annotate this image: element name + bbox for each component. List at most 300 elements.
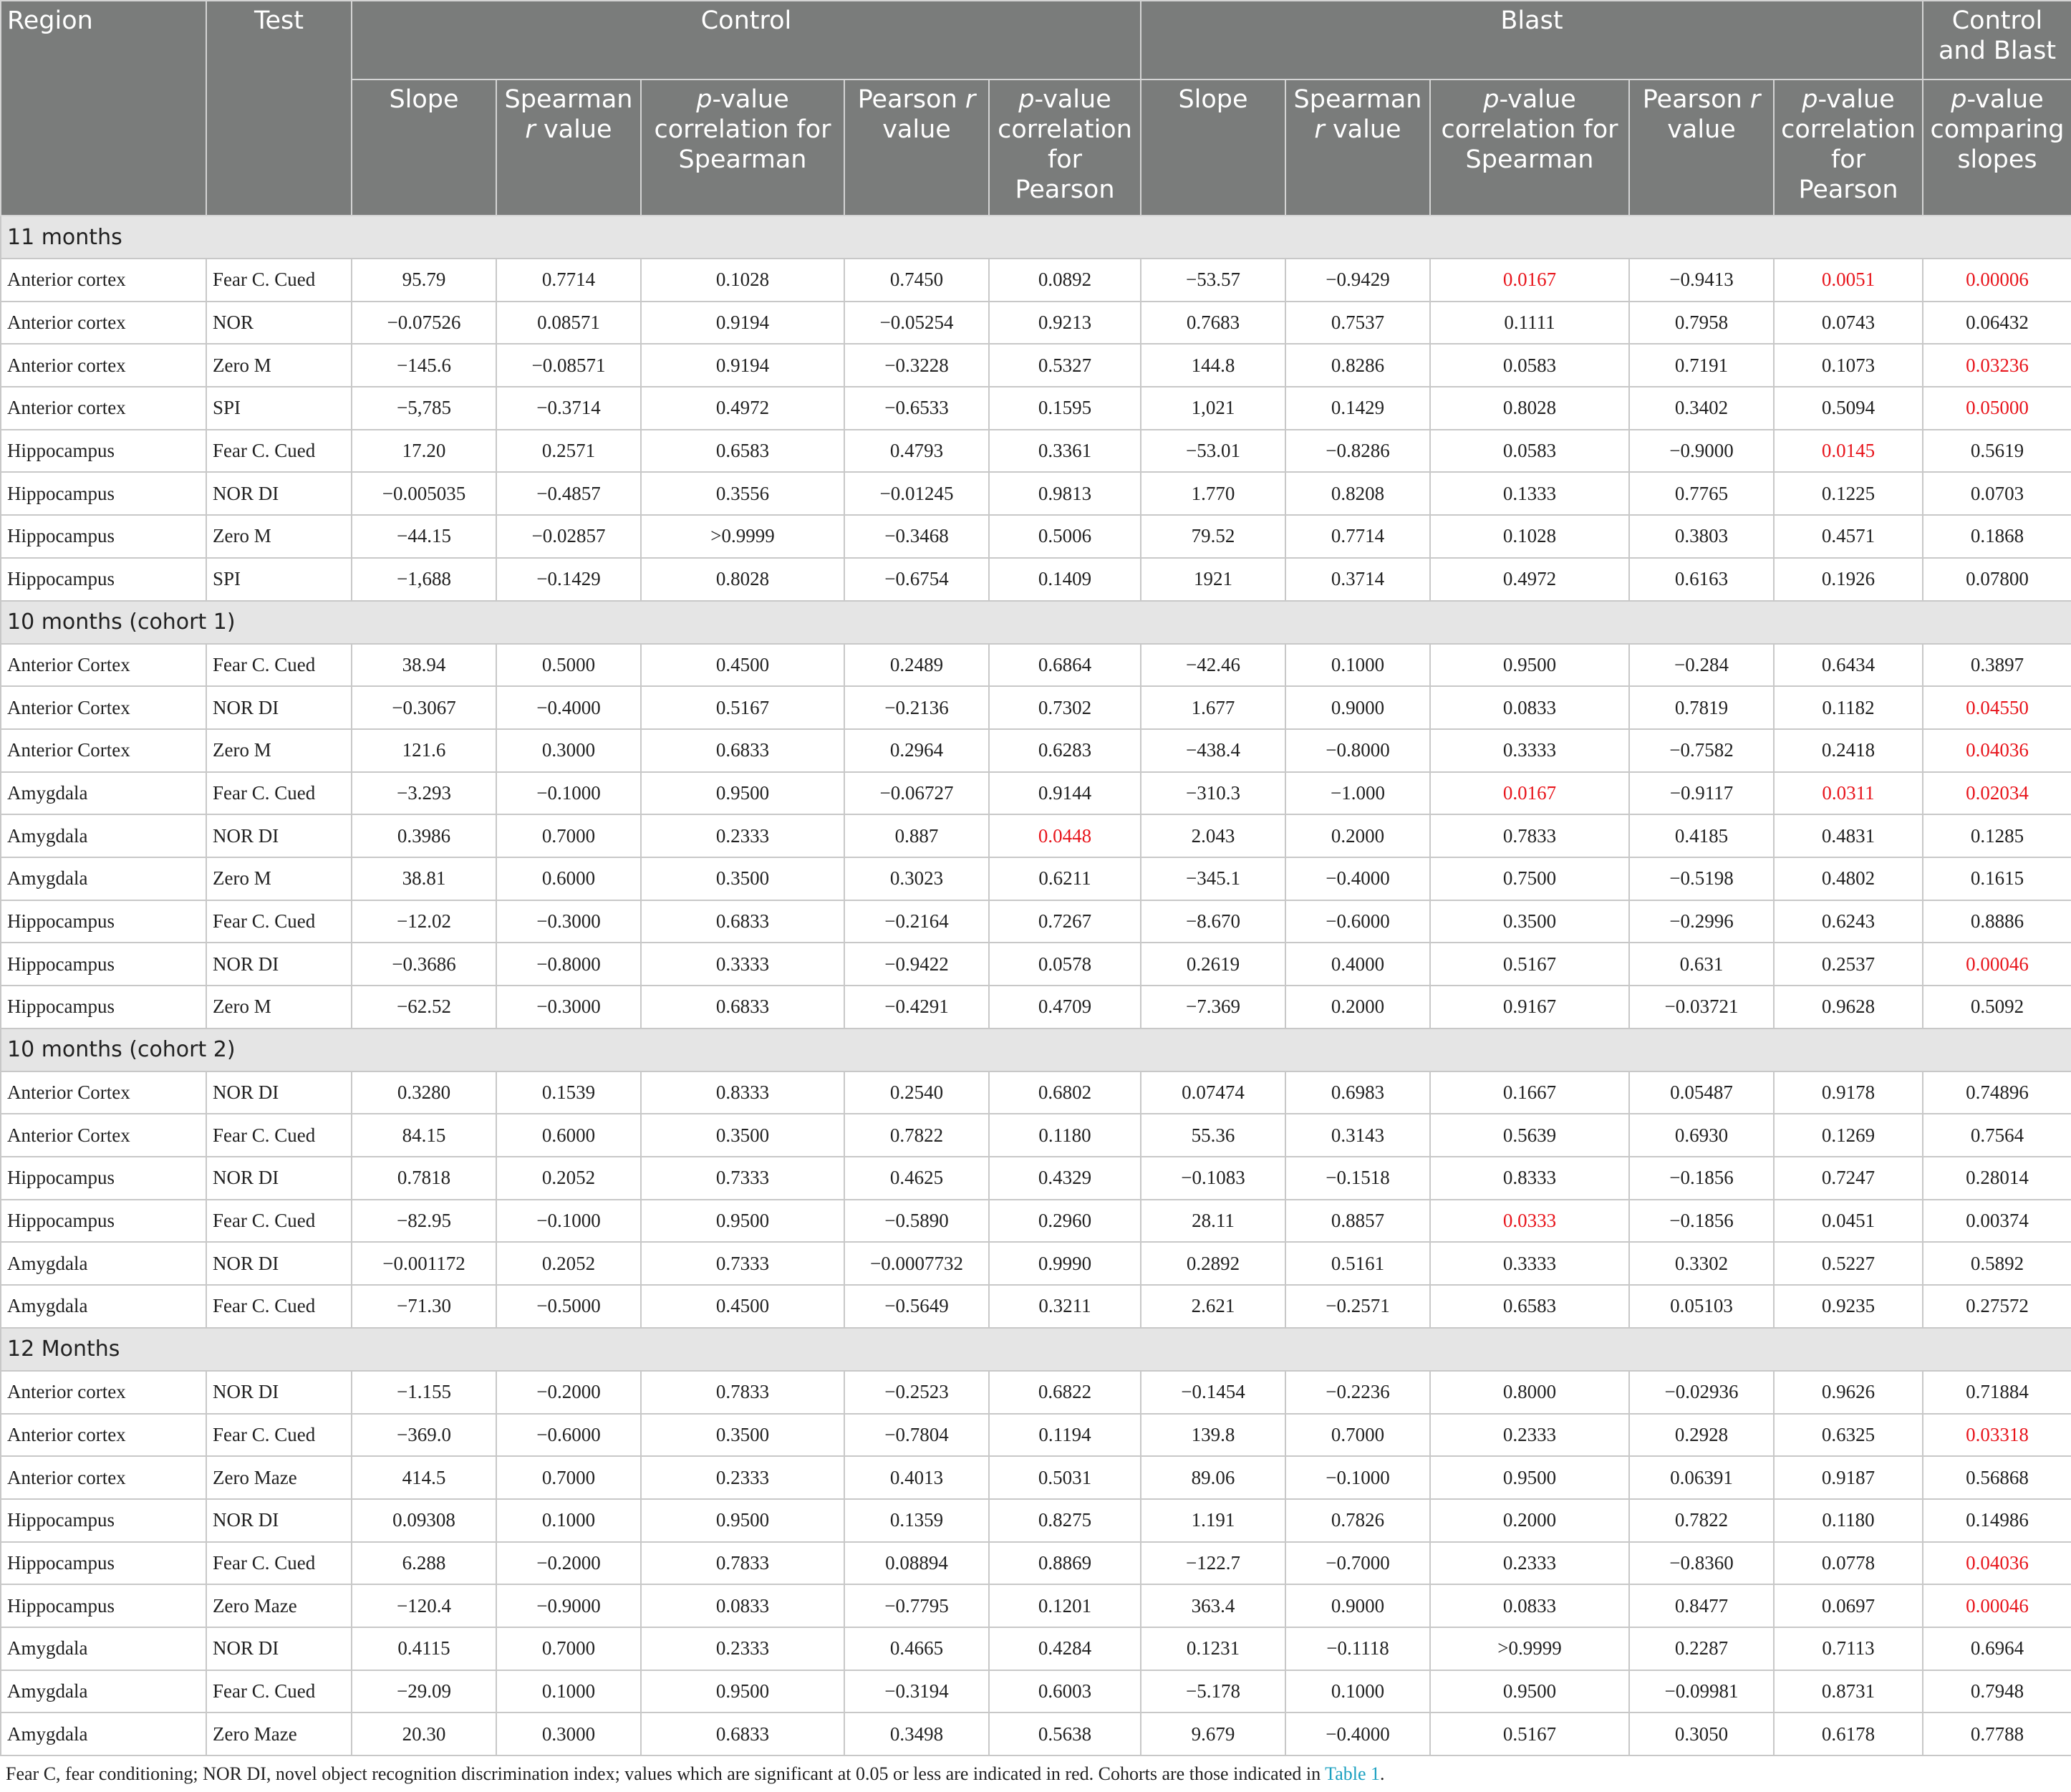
value-cell: 0.3556 xyxy=(641,472,844,515)
table-row xyxy=(1,1157,2071,1200)
value-cell: 0.9626 xyxy=(1774,1371,1923,1414)
value-cell: −0.6533 xyxy=(844,387,989,430)
value-cell: −0.1000 xyxy=(496,772,641,815)
table-row xyxy=(1,986,2071,1029)
value-cell: 0.8275 xyxy=(989,1499,1141,1542)
region-cell: Hippocampus xyxy=(1,558,206,601)
header-blast-spearman-r: Spearman r value xyxy=(1285,80,1430,216)
value-cell: 0.0167 xyxy=(1430,772,1629,815)
value-cell: 0.4500 xyxy=(641,1285,844,1328)
value-cell: 0.6833 xyxy=(641,1712,844,1755)
value-cell: 0.2052 xyxy=(496,1157,641,1200)
value-cell: 0.7833 xyxy=(1430,814,1629,857)
value-cell: 0.2960 xyxy=(989,1200,1141,1243)
region-cell: Hippocampus xyxy=(1,1157,206,1200)
value-cell: −0.3228 xyxy=(844,344,989,387)
table-row xyxy=(1,515,2071,558)
value-cell: −3.293 xyxy=(352,772,496,815)
test-cell: Zero M xyxy=(206,857,352,900)
value-cell: 0.8333 xyxy=(641,1071,844,1114)
header-blast-slope: Slope xyxy=(1141,80,1285,216)
value-cell: 144.8 xyxy=(1141,344,1285,387)
test-cell: Zero M xyxy=(206,344,352,387)
value-cell: 0.6864 xyxy=(989,644,1141,687)
value-cell: 0.4284 xyxy=(989,1627,1141,1670)
value-cell: −0.1000 xyxy=(1285,1456,1430,1499)
value-cell: 0.6964 xyxy=(1923,1627,2071,1670)
value-cell: 0.08571 xyxy=(496,302,641,345)
value-cell: 0.6983 xyxy=(1285,1071,1430,1114)
value-cell: 1.770 xyxy=(1141,472,1285,515)
value-cell: 0.7333 xyxy=(641,1242,844,1285)
value-cell: 0.3803 xyxy=(1629,515,1774,558)
value-cell: −44.15 xyxy=(352,515,496,558)
value-cell: 0.3714 xyxy=(1285,558,1430,601)
value-cell: 0.3333 xyxy=(1430,1242,1629,1285)
value-cell: 20.30 xyxy=(352,1712,496,1755)
value-cell: 0.4972 xyxy=(1430,558,1629,601)
value-cell: 0.3500 xyxy=(1430,900,1629,943)
section-header-row xyxy=(1,1328,2071,1371)
value-cell: 17.20 xyxy=(352,430,496,473)
value-cell: 0.0448 xyxy=(989,814,1141,857)
value-cell: 0.8286 xyxy=(1285,344,1430,387)
region-cell: Anterior cortex xyxy=(1,1456,206,1499)
value-cell: 0.6822 xyxy=(989,1371,1141,1414)
value-cell: 0.0583 xyxy=(1430,430,1629,473)
header-control-and-blast: Control and Blast xyxy=(1923,1,2071,80)
table-row xyxy=(1,1371,2071,1414)
value-cell: 0.0167 xyxy=(1430,259,1629,302)
value-cell: −0.2571 xyxy=(1285,1285,1430,1328)
table-row xyxy=(1,387,2071,430)
value-cell: −0.001172 xyxy=(352,1242,496,1285)
value-cell: −0.8360 xyxy=(1629,1542,1774,1585)
value-cell: 0.6583 xyxy=(1430,1285,1629,1328)
value-cell: 0.1926 xyxy=(1774,558,1923,601)
test-cell: Fear C. Cued xyxy=(206,900,352,943)
value-cell: 0.4625 xyxy=(844,1157,989,1200)
value-cell: 0.00374 xyxy=(1923,1200,2071,1243)
value-cell: 414.5 xyxy=(352,1456,496,1499)
value-cell: 0.1000 xyxy=(1285,1670,1430,1713)
region-cell: Amygdala xyxy=(1,1242,206,1285)
table-row xyxy=(1,1285,2071,1328)
header-control-spearman-r: Spearman r value xyxy=(496,80,641,216)
value-cell: 0.3500 xyxy=(641,1414,844,1457)
value-cell: 0.0451 xyxy=(1774,1200,1923,1243)
value-cell: >0.9999 xyxy=(641,515,844,558)
value-cell: 0.9500 xyxy=(1430,1670,1629,1713)
region-cell: Hippocampus xyxy=(1,515,206,558)
value-cell: 0.7267 xyxy=(989,900,1141,943)
region-cell: Hippocampus xyxy=(1,1584,206,1627)
value-cell: 0.1111 xyxy=(1430,302,1629,345)
value-cell: 0.4185 xyxy=(1629,814,1774,857)
section-title: 11 months xyxy=(1,216,2071,259)
value-cell: 0.0578 xyxy=(989,943,1141,986)
value-cell: −62.52 xyxy=(352,986,496,1029)
value-cell: 0.9500 xyxy=(641,1499,844,1542)
value-cell: 0.2964 xyxy=(844,729,989,772)
value-cell: −0.3000 xyxy=(496,900,641,943)
value-cell: 0.9194 xyxy=(641,344,844,387)
test-cell: Fear C. Cued xyxy=(206,1200,352,1243)
value-cell: 0.5619 xyxy=(1923,430,2071,473)
value-cell: 0.7788 xyxy=(1923,1712,2071,1755)
region-cell: Anterior cortex xyxy=(1,387,206,430)
header-blast: Blast xyxy=(1141,1,1923,80)
value-cell: 0.7500 xyxy=(1430,857,1629,900)
value-cell: 0.6930 xyxy=(1629,1114,1774,1157)
value-cell: 0.56868 xyxy=(1923,1456,2071,1499)
value-cell: −8.670 xyxy=(1141,900,1285,943)
value-cell: 0.3000 xyxy=(496,1712,641,1755)
value-cell: 0.2619 xyxy=(1141,943,1285,986)
value-cell: −0.5890 xyxy=(844,1200,989,1243)
region-cell: Anterior cortex xyxy=(1,1414,206,1457)
value-cell: −120.4 xyxy=(352,1584,496,1627)
value-cell: 0.71884 xyxy=(1923,1371,2071,1414)
test-cell: Fear C. Cued xyxy=(206,772,352,815)
value-cell: 0.5167 xyxy=(1430,943,1629,986)
value-cell: −0.1083 xyxy=(1141,1157,1285,1200)
value-cell: 0.9990 xyxy=(989,1242,1141,1285)
region-cell: Amygdala xyxy=(1,857,206,900)
value-cell: −0.9429 xyxy=(1285,259,1430,302)
value-cell: 0.7000 xyxy=(496,814,641,857)
value-cell: −0.3067 xyxy=(352,686,496,729)
value-cell: 0.3280 xyxy=(352,1071,496,1114)
value-cell: −0.7795 xyxy=(844,1584,989,1627)
value-cell: −0.9000 xyxy=(1629,430,1774,473)
value-cell: 0.02034 xyxy=(1923,772,2071,815)
value-cell: 28.11 xyxy=(1141,1200,1285,1243)
value-cell: 0.0311 xyxy=(1774,772,1923,815)
value-cell: −0.2996 xyxy=(1629,900,1774,943)
value-cell: 0.1000 xyxy=(496,1670,641,1713)
region-cell: Anterior Cortex xyxy=(1,729,206,772)
value-cell: −0.2236 xyxy=(1285,1371,1430,1414)
value-cell: −71.30 xyxy=(352,1285,496,1328)
region-cell: Amygdala xyxy=(1,1712,206,1755)
value-cell: 0.7818 xyxy=(352,1157,496,1200)
value-cell: >0.9999 xyxy=(1430,1627,1629,1670)
value-cell: 0.4793 xyxy=(844,430,989,473)
value-cell: 0.7948 xyxy=(1923,1670,2071,1713)
value-cell: 0.00046 xyxy=(1923,943,2071,986)
header-control-p-spearman: p-value correlation for Spearman xyxy=(641,80,844,216)
value-cell: 0.5094 xyxy=(1774,387,1923,430)
value-cell: −0.2523 xyxy=(844,1371,989,1414)
value-cell: −0.4291 xyxy=(844,986,989,1029)
value-cell: 0.9500 xyxy=(641,772,844,815)
value-cell: −12.02 xyxy=(352,900,496,943)
value-cell: 0.8333 xyxy=(1430,1157,1629,1200)
value-cell: −82.95 xyxy=(352,1200,496,1243)
value-cell: 84.15 xyxy=(352,1114,496,1157)
value-cell: 0.1073 xyxy=(1774,344,1923,387)
value-cell: 0.6000 xyxy=(496,857,641,900)
value-cell: 0.2571 xyxy=(496,430,641,473)
value-cell: 0.00046 xyxy=(1923,1584,2071,1627)
table-row xyxy=(1,1114,2071,1157)
value-cell: −0.2136 xyxy=(844,686,989,729)
value-cell: 0.6434 xyxy=(1774,644,1923,687)
value-cell: 0.05487 xyxy=(1629,1071,1774,1114)
table-row xyxy=(1,686,2071,729)
value-cell: −1.155 xyxy=(352,1371,496,1414)
test-cell: Fear C. Cued xyxy=(206,644,352,687)
value-cell: −0.7582 xyxy=(1629,729,1774,772)
value-cell: −0.6000 xyxy=(496,1414,641,1457)
value-cell: −0.03721 xyxy=(1629,986,1774,1029)
region-cell: Anterior cortex xyxy=(1,1371,206,1414)
value-cell: 0.4972 xyxy=(641,387,844,430)
value-cell: 0.6833 xyxy=(641,986,844,1029)
table-row xyxy=(1,558,2071,601)
value-cell: 1.677 xyxy=(1141,686,1285,729)
value-cell: 0.0051 xyxy=(1774,259,1923,302)
value-cell: 0.9000 xyxy=(1285,686,1430,729)
footnote-end: . xyxy=(1380,1763,1385,1784)
value-cell: 0.28014 xyxy=(1923,1157,2071,1200)
value-cell: 0.00006 xyxy=(1923,259,2071,302)
test-cell: NOR DI xyxy=(206,1627,352,1670)
value-cell: 0.1194 xyxy=(989,1414,1141,1457)
value-cell: 0.7000 xyxy=(496,1456,641,1499)
value-cell: 0.14986 xyxy=(1923,1499,2071,1542)
value-cell: 0.1000 xyxy=(496,1499,641,1542)
value-cell: −53.57 xyxy=(1141,259,1285,302)
value-cell: 0.9144 xyxy=(989,772,1141,815)
value-cell: 0.7537 xyxy=(1285,302,1430,345)
header-blast-p-spearman: p-value correlation for Spearman xyxy=(1430,80,1629,216)
value-cell: 0.3361 xyxy=(989,430,1141,473)
value-cell: 0.2892 xyxy=(1141,1242,1285,1285)
section-title: 12 Months xyxy=(1,1328,2071,1371)
table-row xyxy=(1,472,2071,515)
value-cell: 0.2537 xyxy=(1774,943,1923,986)
value-cell: 9.679 xyxy=(1141,1712,1285,1755)
value-cell: 0.1285 xyxy=(1923,814,2071,857)
test-cell: NOR DI xyxy=(206,1242,352,1285)
region-cell: Anterior cortex xyxy=(1,259,206,302)
header-control-p-pearson: p-value correlation for Pearson xyxy=(989,80,1141,216)
value-cell: 0.1615 xyxy=(1923,857,2071,900)
test-cell: Zero Maze xyxy=(206,1584,352,1627)
value-cell: −0.5000 xyxy=(496,1285,641,1328)
value-cell: 0.0778 xyxy=(1774,1542,1923,1585)
value-cell: −0.1856 xyxy=(1629,1157,1774,1200)
test-cell: Fear C. Cued xyxy=(206,1670,352,1713)
header-test: Test xyxy=(206,1,352,216)
test-cell: NOR DI xyxy=(206,943,352,986)
value-cell: 0.8857 xyxy=(1285,1200,1430,1243)
value-cell: −0.7804 xyxy=(844,1414,989,1457)
value-cell: 0.3498 xyxy=(844,1712,989,1755)
value-cell: 0.5006 xyxy=(989,515,1141,558)
value-cell: 0.4329 xyxy=(989,1157,1141,1200)
value-cell: −145.6 xyxy=(352,344,496,387)
test-cell: Fear C. Cued xyxy=(206,430,352,473)
test-cell: Fear C. Cued xyxy=(206,1285,352,1328)
value-cell: 0.5092 xyxy=(1923,986,2071,1029)
value-cell: −0.284 xyxy=(1629,644,1774,687)
value-cell: 0.9194 xyxy=(641,302,844,345)
value-cell: 0.1225 xyxy=(1774,472,1923,515)
value-cell: 0.0697 xyxy=(1774,1584,1923,1627)
value-cell: 0.3402 xyxy=(1629,387,1774,430)
value-cell: 0.3302 xyxy=(1629,1242,1774,1285)
value-cell: 0.5892 xyxy=(1923,1242,2071,1285)
value-cell: −0.8000 xyxy=(496,943,641,986)
value-cell: 0.7833 xyxy=(641,1542,844,1585)
value-cell: 0.6802 xyxy=(989,1071,1141,1114)
value-cell: 0.7564 xyxy=(1923,1114,2071,1157)
test-cell: NOR xyxy=(206,302,352,345)
value-cell: −0.3686 xyxy=(352,943,496,986)
value-cell: 0.08894 xyxy=(844,1542,989,1585)
value-cell: −0.09981 xyxy=(1629,1670,1774,1713)
value-cell: 0.9000 xyxy=(1285,1584,1430,1627)
value-cell: 55.36 xyxy=(1141,1114,1285,1157)
value-cell: 0.6243 xyxy=(1774,900,1923,943)
value-cell: 0.6833 xyxy=(641,729,844,772)
value-cell: 0.4571 xyxy=(1774,515,1923,558)
test-cell: NOR DI xyxy=(206,814,352,857)
table-1-link[interactable]: Table 1 xyxy=(1325,1763,1381,1784)
section-title: 10 months (cohort 2) xyxy=(1,1029,2071,1071)
value-cell: 0.8028 xyxy=(641,558,844,601)
value-cell: 1,021 xyxy=(1141,387,1285,430)
value-cell: 0.6583 xyxy=(641,430,844,473)
value-cell: −42.46 xyxy=(1141,644,1285,687)
test-cell: Zero Maze xyxy=(206,1456,352,1499)
table-row xyxy=(1,1200,2071,1243)
table-row xyxy=(1,1670,2071,1713)
region-cell: Anterior Cortex xyxy=(1,644,206,687)
value-cell: −0.07526 xyxy=(352,302,496,345)
value-cell: 0.05103 xyxy=(1629,1285,1774,1328)
value-cell: 0.6283 xyxy=(989,729,1141,772)
value-cell: −0.005035 xyxy=(352,472,496,515)
value-cell: −1,688 xyxy=(352,558,496,601)
table-row xyxy=(1,814,2071,857)
value-cell: 0.7450 xyxy=(844,259,989,302)
region-cell: Anterior cortex xyxy=(1,302,206,345)
value-cell: 0.07474 xyxy=(1141,1071,1285,1114)
value-cell: 0.6211 xyxy=(989,857,1141,900)
region-cell: Hippocampus xyxy=(1,430,206,473)
test-cell: Zero M xyxy=(206,515,352,558)
value-cell: −0.1856 xyxy=(1629,1200,1774,1243)
value-cell: 0.1028 xyxy=(641,259,844,302)
value-cell: 0.4500 xyxy=(641,644,844,687)
value-cell: −0.1429 xyxy=(496,558,641,601)
header-control-slope: Slope xyxy=(352,80,496,216)
value-cell: 0.4000 xyxy=(1285,943,1430,986)
value-cell: 0.4013 xyxy=(844,1456,989,1499)
value-cell: 0.0833 xyxy=(1430,686,1629,729)
value-cell: 0.3143 xyxy=(1285,1114,1430,1157)
value-cell: 38.81 xyxy=(352,857,496,900)
value-cell: 0.2333 xyxy=(641,814,844,857)
value-cell: 0.4709 xyxy=(989,986,1141,1029)
footnote-text: Fear C, fear conditioning; NOR DI, novel object recognition discrimination index; values which are significant at 0.05 or less are indicated in red. Cohorts are those indicated in xyxy=(6,1763,1326,1784)
table-row xyxy=(1,259,2071,302)
value-cell: 0.5639 xyxy=(1430,1114,1629,1157)
test-cell: Zero Maze xyxy=(206,1712,352,1755)
value-cell: 0.887 xyxy=(844,814,989,857)
table-row xyxy=(1,1712,2071,1755)
value-cell: 0.04036 xyxy=(1923,729,2071,772)
value-cell: 0.4831 xyxy=(1774,814,1923,857)
value-cell: 79.52 xyxy=(1141,515,1285,558)
value-cell: 0.1429 xyxy=(1285,387,1430,430)
test-cell: SPI xyxy=(206,387,352,430)
value-cell: 0.3897 xyxy=(1923,644,2071,687)
test-cell: NOR DI xyxy=(206,686,352,729)
value-cell: 38.94 xyxy=(352,644,496,687)
value-cell: 0.2287 xyxy=(1629,1627,1774,1670)
value-cell: 0.1000 xyxy=(1285,644,1430,687)
value-cell: −369.0 xyxy=(352,1414,496,1457)
value-cell: −0.7000 xyxy=(1285,1542,1430,1585)
region-cell: Hippocampus xyxy=(1,472,206,515)
table-row xyxy=(1,943,2071,986)
value-cell: −1.000 xyxy=(1285,772,1430,815)
value-cell: 0.4665 xyxy=(844,1627,989,1670)
value-cell: 0.04036 xyxy=(1923,1542,2071,1585)
table-row xyxy=(1,1499,2071,1542)
value-cell: 0.7822 xyxy=(1629,1499,1774,1542)
value-cell: 0.5638 xyxy=(989,1712,1141,1755)
test-cell: Zero M xyxy=(206,986,352,1029)
value-cell: 0.03236 xyxy=(1923,344,2071,387)
value-cell: 0.6178 xyxy=(1774,1712,1923,1755)
value-cell: 0.6163 xyxy=(1629,558,1774,601)
value-cell: 363.4 xyxy=(1141,1584,1285,1627)
value-cell: 0.3333 xyxy=(641,943,844,986)
value-cell: 0.7247 xyxy=(1774,1157,1923,1200)
value-cell: 0.1182 xyxy=(1774,686,1923,729)
value-cell: 0.3050 xyxy=(1629,1712,1774,1755)
value-cell: −0.02936 xyxy=(1629,1371,1774,1414)
value-cell: −0.5198 xyxy=(1629,857,1774,900)
table-row xyxy=(1,772,2071,815)
value-cell: −0.1118 xyxy=(1285,1627,1430,1670)
value-cell: 1.191 xyxy=(1141,1499,1285,1542)
value-cell: 0.9235 xyxy=(1774,1285,1923,1328)
value-cell: 0.2333 xyxy=(1430,1414,1629,1457)
value-cell: −0.2000 xyxy=(496,1371,641,1414)
value-cell: 0.7819 xyxy=(1629,686,1774,729)
value-cell: 0.2333 xyxy=(641,1456,844,1499)
value-cell: −0.2000 xyxy=(496,1542,641,1585)
table-row xyxy=(1,1414,2071,1457)
value-cell: −0.9413 xyxy=(1629,259,1774,302)
value-cell: 0.9500 xyxy=(1430,1456,1629,1499)
value-cell: −0.1454 xyxy=(1141,1371,1285,1414)
value-cell: 0.631 xyxy=(1629,943,1774,986)
value-cell: 2.043 xyxy=(1141,814,1285,857)
table-row xyxy=(1,302,2071,345)
value-cell: 0.03318 xyxy=(1923,1414,2071,1457)
section-header-row xyxy=(1,1029,2071,1071)
header-control-pearson-r: Pearson r value xyxy=(844,80,989,216)
value-cell: 0.0892 xyxy=(989,259,1141,302)
